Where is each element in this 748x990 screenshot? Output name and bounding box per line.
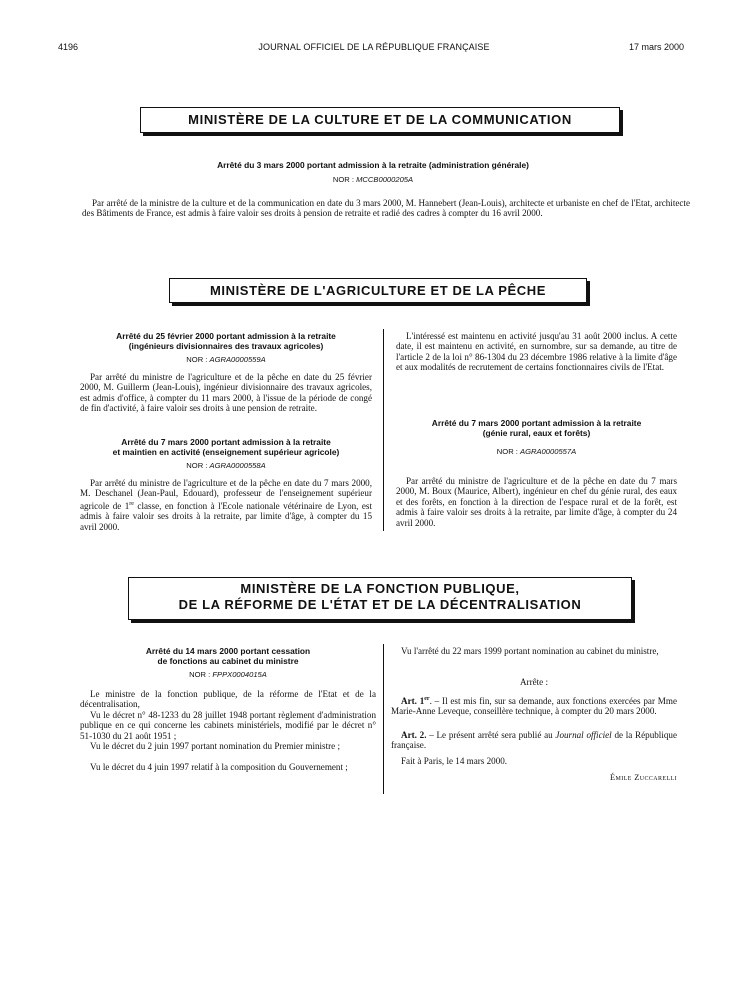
ministry-fonction-publique-box xyxy=(128,577,632,620)
agri-arrete3-body: Par arrêté du ministre de l'agriculture et de la pêche en date du 7 mars 2000, M. Boux (Maurice, Albert), ingénieur en chef du génie rural, des eaux et des forêts, en fonction à la direction de l'espace rural et de la forêt, est admis à faire valoir ses droits à la retraite, par limite d'âge, à compter du 24 avril 2000. xyxy=(396,476,677,528)
fp-visa-decret-premier-ministre: Vu le décret du 2 juin 1997 portant nomination du Premier ministre ; xyxy=(90,741,340,751)
culture-body: Par arrêté de la ministre de la culture et de la communication en date du 3 mars 2000, M. Hannebert (Jean-Louis), architecte et urbaniste en chef de l'Etat, architecte des Bâtiments de France, est admis à faire valoir ses droits à pension de retraite et radié des cadres à compter du 16 avril 2000. xyxy=(82,198,690,219)
fp-arrete-heading: Arrête : xyxy=(519,677,549,687)
agri-arrete3-title: Arrêté du 7 mars 2000 portant admission à la retraite (génie rural, eaux et forêts) xyxy=(431,418,642,438)
culture-nor: NOR : MCCB0000205A xyxy=(332,175,414,184)
ministry-culture-box xyxy=(140,107,620,133)
agri-arrete2-body: Par arrêté du ministre de l'agriculture et de la pêche en date du 7 mars 2000, M. Deschanel (Jean-Paul, Edouard), professeur de l'enseignement supérieur agricole de 1re classe, en fonction à l'Ecole nationale vétérinaire de Lyon, est admis à faire valoir ses droits à la retraite, par limite d'âge, à compter du 15 avril 2000. xyxy=(80,478,372,532)
fp-column-divider xyxy=(383,644,384,794)
fp-article-1: Art. 1er. – Il est mis fin, sur sa demande, aux fonctions exercées par Mme Marie-Anne Leveque, conseillère technique, à compter du 20 mars 2000. xyxy=(391,696,677,717)
agri-arrete2-title: Arrêté du 7 mars 2000 portant admission à la retraite et maintien en activité (enseignement supérieur agricole) xyxy=(112,437,340,457)
culture-arrete-title: Arrêté du 3 mars 2000 portant admission à la retraite (administration générale) xyxy=(217,160,529,170)
agri-arrete3-nor-ref: AGRA0000557A xyxy=(520,447,577,456)
fp-nor-ref: FPPX0004015A xyxy=(212,670,267,679)
agri-arrete2-nor: NOR : AGRA0000558A xyxy=(186,461,266,470)
agri-arrete2-nor-ref: AGRA0000558A xyxy=(209,461,266,470)
agri-arrete2-continuation: L'intéressé est maintenu en activité jusqu'au 31 août 2000 inclus. A cette date, il est maintenu en activité, en surnombre, sur sa demande, au titre de l'article 2 de la loi n° 86-1304 du 23 décembre 1986 relative à la limite d'âge et aux modalités de recrutement de certains fonctionnaires civils de l'Etat. xyxy=(396,331,677,373)
ministry-fp-title-line2: DE LA RÉFORME DE L'ÉTAT ET DE LA DÉCENTRALISATION xyxy=(178,597,582,612)
agri-arrete1-title: Arrêté du 25 février 2000 portant admission à la retraite (ingénieurs divisionnaires des travaux agricoles) xyxy=(116,331,336,351)
fp-signature: Émile Zuccarelli xyxy=(609,773,677,782)
fp-visa-decret-gouvernement: Vu le décret du 4 juin 1997 relatif à la composition du Gouvernement ; xyxy=(90,762,348,772)
culture-nor-ref: MCCB0000205A xyxy=(356,175,414,184)
fp-nor: NOR : FPPX0004015A xyxy=(189,670,267,679)
fp-preamble-ministre: Le ministre de la fonction publique, de la réforme de l'Etat et de la décentralisation, xyxy=(80,689,376,710)
agri-arrete1-nor-ref: AGRA0000559A xyxy=(209,355,266,364)
agri-arrete3-nor: NOR : AGRA0000557A xyxy=(496,447,577,456)
fp-arrete-title: Arrêté du 14 mars 2000 portant cessation de fonctions au cabinet du ministre xyxy=(145,646,311,666)
fp-visa-arrete-1999: Vu l'arrêté du 22 mars 1999 portant nomination au cabinet du ministre, xyxy=(401,646,659,656)
journal-title: JOURNAL OFFICIEL DE LA RÉPUBLIQUE FRANÇAISE xyxy=(258,42,490,52)
agri-column-divider xyxy=(383,329,384,531)
fp-article-2: Art. 2. – Le présent arrêté sera publié au Journal officiel de la République française. xyxy=(391,730,677,751)
ministry-culture-title: MINISTÈRE DE LA CULTURE ET DE LA COMMUNICATION xyxy=(188,112,572,127)
ministry-agriculture-title: MINISTÈRE DE L'AGRICULTURE ET DE LA PÊCHE xyxy=(209,283,547,298)
ministry-agriculture-box xyxy=(169,278,587,303)
fp-visa-decret-1948: Vu le décret n° 48-1233 du 28 juillet 1948 portant règlement d'administration publique en ce qui concerne les cabinets ministériels, modifié par le décret n° 51-1030 du 21 août 1951 ; xyxy=(80,710,376,741)
fp-fait-a-paris: Fait à Paris, le 14 mars 2000. xyxy=(401,756,508,766)
ministry-fp-title-line1: MINISTÈRE DE LA FONCTION PUBLIQUE, xyxy=(240,581,520,596)
page-number: 4196 xyxy=(58,42,79,52)
agri-arrete1-body: Par arrêté du ministre de l'agriculture et de la pêche en date du 25 février 2000, M. Guillerm (Jean-Louis), ingénieur divisionnaire des travaux agricoles, est admis d'office, à compter du 11 mars 2000, à l'issue de la période de congé de fin d'activité, à faire valoir ses droits à une pension de retraite. xyxy=(80,372,372,414)
issue-date: 17 mars 2000 xyxy=(628,42,684,52)
agri-arrete1-nor: NOR : AGRA0000559A xyxy=(186,355,266,364)
